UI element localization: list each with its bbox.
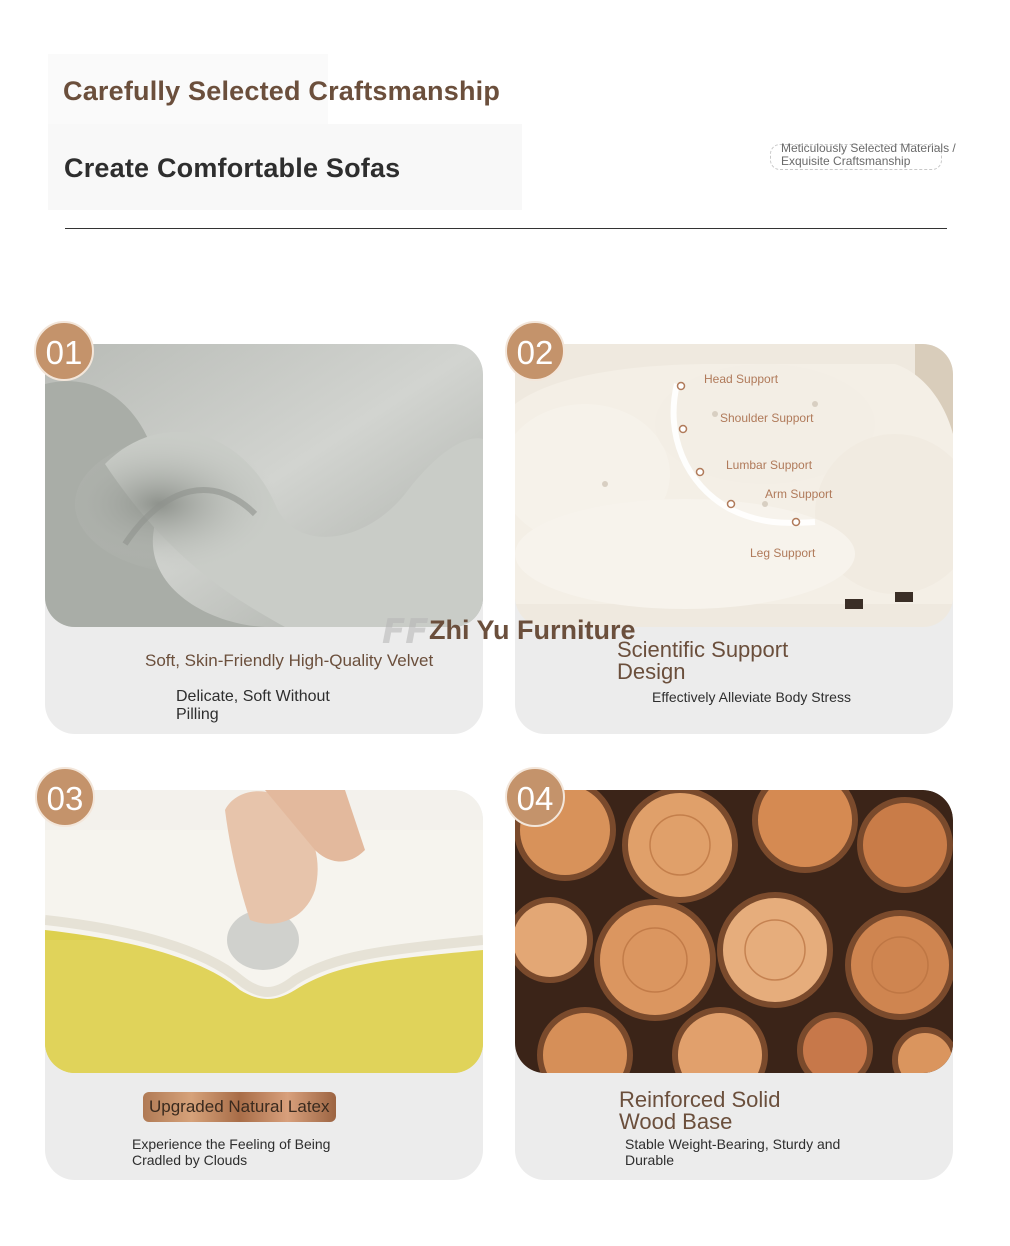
card-subtitle: Delicate, Soft Without Pilling <box>176 688 330 723</box>
tag-line-1: Meticulously Selected Materials / <box>781 141 956 155</box>
card-number-badge: 03 <box>35 767 95 827</box>
header-title: Carefully Selected Craftsmanship <box>63 76 501 106</box>
lumbar-support-label: Lumbar Support <box>726 458 813 472</box>
shoulder-support-label: Shoulder Support <box>720 411 814 425</box>
sofa-image <box>515 344 953 627</box>
card-number-badge: 04 <box>505 767 565 827</box>
brand-watermark: Zhi Yu Furniture <box>429 615 636 645</box>
wood-logs-image <box>515 790 953 1073</box>
velvet-fabric-image <box>45 344 483 627</box>
latex-foam-image <box>45 790 483 1073</box>
card-number-badge: 02 <box>505 321 565 381</box>
card-subtitle: Effectively Alleviate Body Stress <box>652 689 851 705</box>
card-title: Soft, Skin-Friendly High-Quality Velvet <box>145 651 434 670</box>
card-subtitle: Experience the Feeling of Being Cradled by Clouds <box>132 1136 331 1168</box>
header-subtitle: Create Comfortable Sofas <box>64 153 401 183</box>
card-number-badge: 01 <box>34 321 94 381</box>
head-support-label: Head Support <box>704 372 779 386</box>
leg-support-label: Leg Support <box>750 546 816 560</box>
feature-card-velvet <box>45 344 483 734</box>
brand-logo-icon: FF <box>382 612 429 652</box>
tag-label <box>781 142 956 168</box>
card-title: Reinforced Solid Wood Base <box>619 1087 781 1134</box>
card-title: Upgraded Natural Latex <box>143 1092 336 1122</box>
tag-line-2: Exquisite Craftsmanship <box>781 154 911 168</box>
divider <box>65 228 947 229</box>
arm-support-label: Arm Support <box>765 487 833 501</box>
card-subtitle: Stable Weight-Bearing, Sturdy and Durable <box>625 1136 841 1168</box>
card-title: Scientific Support Design <box>617 637 789 684</box>
